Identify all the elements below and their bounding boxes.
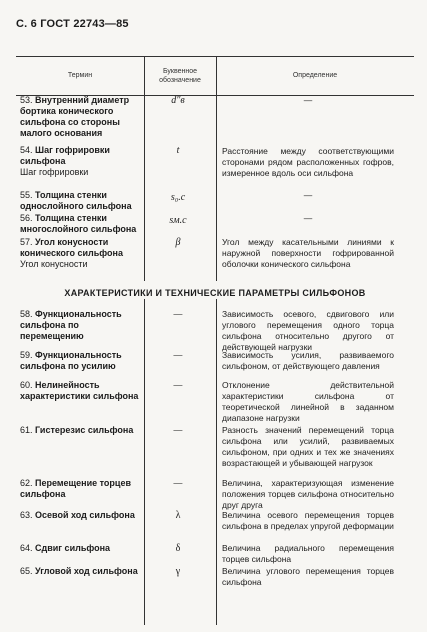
definition-54: Расстояние между соответствующими сторонами рядом расположенных гофров, измеренное вдоль оси сильфона xyxy=(222,146,394,178)
term-row-62: 62. Перемещение торцев сильфона xyxy=(20,478,131,499)
definition-55: — xyxy=(303,190,313,200)
symbol-59: — xyxy=(173,350,183,361)
term-row-53: 53. Внутренний диаметр бортика конического сильфона со стороны малого основания xyxy=(20,95,130,138)
symbol-64: δ xyxy=(175,543,181,554)
symbol-54: t xyxy=(176,145,180,156)
column-header-definition: Определение xyxy=(292,72,338,80)
symbol-60: — xyxy=(173,380,183,391)
term-row-58: 58. Функциональность сильфона по перемещению xyxy=(20,309,122,341)
definition-63: Величина осевого перемещения торцев сильфона в пределах упругой деформации xyxy=(222,510,394,531)
definition-57: Угол между касательными линиями к наружной поверхности гофрированной оболочки конического сильфона xyxy=(222,237,394,269)
term-row-65: 65. Угловой ход сильфона xyxy=(20,566,138,576)
symbol-56: sм.с xyxy=(169,215,187,226)
term-row-63: 63. Осевой ход сильфона xyxy=(20,510,135,520)
definition-58: Зависимость осевого, сдвигового или углового перемещения одного торца сильфона относительно другого от действующей нагрузки xyxy=(222,309,394,352)
symbol-57: β xyxy=(175,237,181,248)
symbol-53: d″в xyxy=(171,95,185,106)
column-divider xyxy=(216,57,217,281)
symbol-61: — xyxy=(173,425,183,436)
definition-61: Разность значений перемещений торца сильфона или усилий, развиваемых сильфоном, при одних и тех же значениях возрастающей и убывающей нагрузок xyxy=(222,425,394,468)
definition-64: Величина радиального перемещения торцев сильфона xyxy=(222,543,394,564)
definition-53: — xyxy=(303,95,313,105)
term-row-61: 61. Гистерезис сильфона xyxy=(20,425,134,435)
definition-56: — xyxy=(303,213,313,223)
term-row-57: 57. Угол конусности конического сильфона Угол конусности xyxy=(20,237,123,269)
definition-59: Зависимость усилия, развиваемого сильфоном, от действующего давления xyxy=(222,350,394,371)
page-header: С. 6 ГОСТ 22743—85 xyxy=(16,18,129,30)
column-header-term: Термин xyxy=(67,72,93,80)
symbol-65: γ xyxy=(175,566,181,577)
term-row-60: 60. Нелинейность характеристики сильфона xyxy=(20,380,139,401)
term-row-64: 64. Сдвиг сильфона xyxy=(20,543,111,553)
column-header-symbol: Буквенное обозначение xyxy=(159,67,201,84)
definition-65: Величина углового перемещения торцев сильфона xyxy=(222,566,394,587)
section-title: ХАРАКТЕРИСТИКИ И ТЕХНИЧЕСКИЕ ПАРАМЕТРЫ СИЛЬФОНОВ xyxy=(64,288,366,298)
symbol-62: — xyxy=(173,478,183,489)
definition-62: Величина, характеризующая изменение положения торцев сильфона относительно друг друга xyxy=(222,478,394,510)
symbol-63: λ xyxy=(175,510,181,521)
term-row-55: 55. Толщина стенки однослойного сильфона xyxy=(20,190,132,211)
term-row-59: 59. Функциональность сильфона по усилию xyxy=(20,350,122,371)
term-row-56: 56. Толщина стенки многослойного сильфона xyxy=(20,213,137,234)
symbol-58: — xyxy=(173,309,183,320)
term-row-54: 54. Шаг гофрировки сильфона Шаг гофрировки xyxy=(20,145,110,177)
column-divider xyxy=(216,299,217,625)
symbol-55: s₀.с xyxy=(170,192,186,203)
definition-60: Отклонение действительной характеристики сильфона от теоретической линейной в заданном диапазоне нагрузки xyxy=(222,380,394,423)
